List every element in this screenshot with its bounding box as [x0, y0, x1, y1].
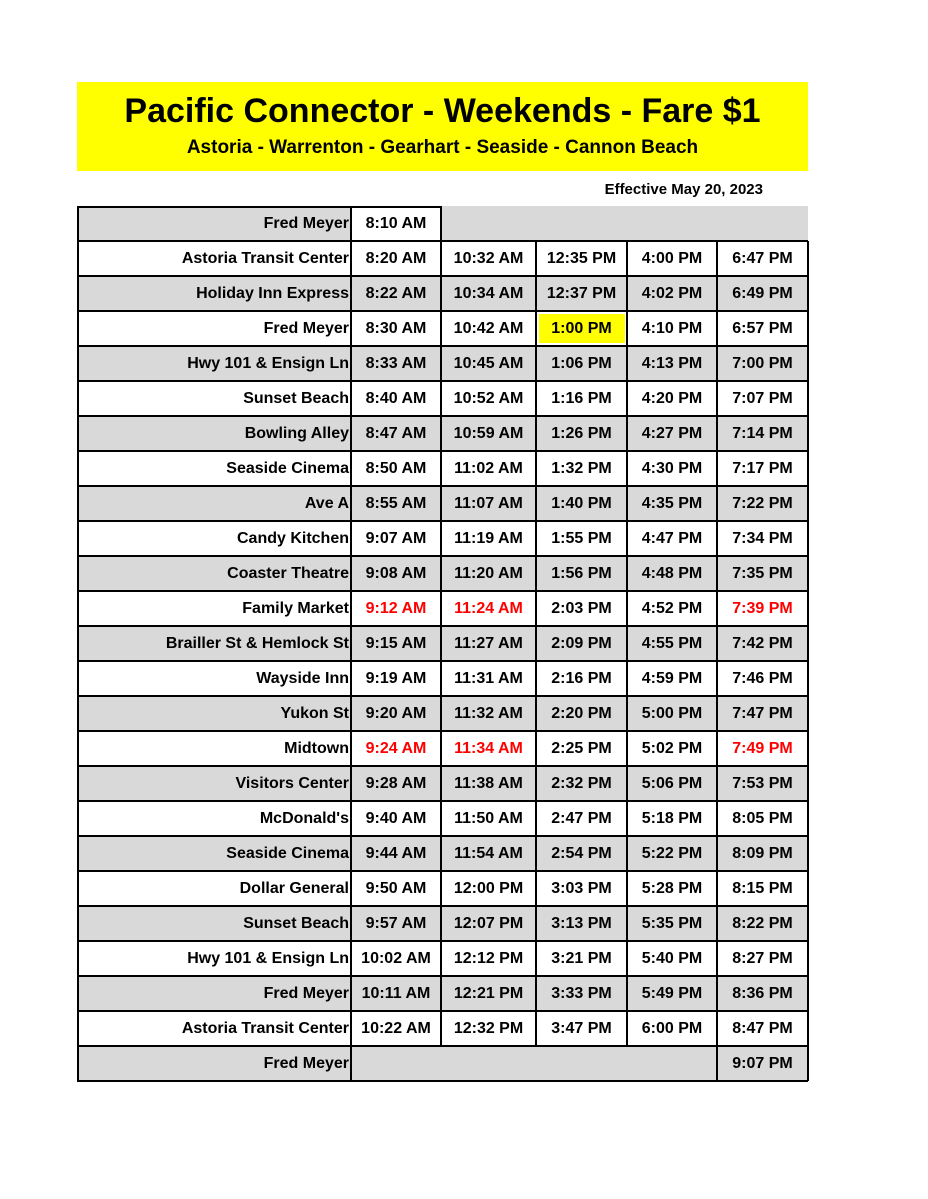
departure-time: 9:28 AM	[365, 775, 427, 792]
departure-time: 3:47 PM	[551, 1020, 612, 1037]
grid-line	[77, 1080, 808, 1082]
departure-time: 5:06 PM	[641, 775, 703, 792]
table-row	[77, 346, 808, 381]
departure-time: 3:03 PM	[551, 880, 612, 897]
departure-time: 9:19 AM	[365, 670, 427, 687]
departure-time: 4:47 PM	[641, 530, 703, 547]
grid-line	[77, 590, 808, 592]
departure-time: 11:31 AM	[454, 670, 523, 687]
departure-time: 4:35 PM	[641, 495, 703, 512]
table-row	[77, 1046, 808, 1081]
departure-time: 11:50 AM	[454, 810, 523, 827]
departure-time: 8:27 PM	[732, 950, 793, 967]
departure-time: 10:22 AM	[361, 1020, 431, 1037]
departure-time: 1:32 PM	[551, 460, 612, 477]
stop-name: Sunset Beach	[243, 390, 349, 407]
grid-line	[77, 940, 808, 942]
departure-time: 7:42 PM	[732, 635, 793, 652]
grid-line	[716, 1046, 718, 1081]
departure-time: 8:36 PM	[732, 985, 793, 1002]
grid-line	[77, 520, 808, 522]
departure-time: 8:22 AM	[365, 285, 427, 302]
departure-time: 9:08 AM	[365, 565, 427, 582]
departure-time: 9:12 AM	[365, 600, 427, 617]
departure-time: 11:32 AM	[454, 705, 523, 722]
table-row	[77, 311, 808, 346]
table-row	[77, 976, 808, 1011]
grid-line	[626, 241, 628, 1046]
departure-time: 8:47 PM	[732, 1020, 793, 1037]
departure-time: 1:40 PM	[551, 495, 612, 512]
departure-time: 9:40 AM	[365, 810, 427, 827]
departure-time: 10:34 AM	[453, 285, 524, 302]
departure-time: 7:22 PM	[732, 495, 793, 512]
departure-time: 11:38 AM	[454, 775, 523, 792]
departure-time: 12:00 PM	[453, 880, 524, 897]
departure-time: 5:02 PM	[641, 740, 703, 757]
stop-name: Seaside Cinema	[226, 845, 349, 862]
departure-time: 6:49 PM	[732, 285, 793, 302]
departure-time: 1:26 PM	[551, 425, 612, 442]
table-row	[77, 416, 808, 451]
departure-time: 5:18 PM	[641, 810, 703, 827]
departure-time: 10:02 AM	[361, 950, 431, 967]
departure-time: 9:24 AM	[365, 740, 427, 757]
departure-time: 9:20 AM	[365, 705, 427, 722]
departure-time: 2:32 PM	[551, 775, 612, 792]
grid-line	[716, 241, 718, 1046]
departure-time: 1:56 PM	[551, 565, 612, 582]
departure-time: 8:33 AM	[365, 355, 427, 372]
stop-name: Hwy 101 & Ensign Ln	[187, 950, 349, 967]
departure-time: 1:16 PM	[551, 390, 612, 407]
schedule-table	[77, 206, 808, 1080]
grid-line	[77, 310, 808, 312]
departure-time: 8:40 AM	[365, 390, 427, 407]
table-row	[77, 486, 808, 521]
departure-time: 1:06 PM	[551, 355, 612, 372]
departure-time: 4:02 PM	[641, 285, 703, 302]
departure-time: 7:47 PM	[732, 705, 793, 722]
grid-line	[77, 380, 808, 382]
table-row	[77, 731, 808, 766]
grid-line	[350, 206, 352, 1081]
table-row	[77, 941, 808, 976]
departure-time: 7:39 PM	[732, 600, 793, 617]
stop-name: Brailler St & Hemlock St	[165, 635, 349, 652]
departure-time: 11:34 AM	[454, 740, 523, 757]
departure-time: 12:07 PM	[453, 915, 524, 932]
departure-time: 7:46 PM	[732, 670, 793, 687]
table-row	[77, 696, 808, 731]
grid-line	[77, 765, 808, 767]
departure-time: 11:27 AM	[454, 635, 523, 652]
departure-time: 2:20 PM	[551, 705, 612, 722]
table-row	[77, 521, 808, 556]
departure-time: 10:42 AM	[453, 320, 524, 337]
grid-line	[77, 1045, 808, 1047]
grid-line	[440, 206, 442, 1046]
table-row	[77, 206, 808, 241]
table-row	[77, 836, 808, 871]
stop-name: Fred Meyer	[263, 215, 349, 232]
departure-time: 8:10 AM	[365, 215, 427, 232]
departure-time: 7:14 PM	[732, 425, 793, 442]
page-title: Pacific Connector - Weekends - Fare $1	[124, 92, 761, 130]
route-subtitle: Astoria - Warrenton - Gearhart - Seaside - Cannon Beach	[186, 137, 699, 158]
departure-time: 5:22 PM	[641, 845, 703, 862]
departure-time: 12:12 PM	[453, 950, 524, 967]
departure-time: 2:16 PM	[551, 670, 612, 687]
departure-time: 8:55 AM	[365, 495, 427, 512]
departure-time: 4:30 PM	[641, 460, 703, 477]
grid-line	[77, 695, 808, 697]
stop-name: Bowling Alley	[244, 425, 349, 442]
departure-time: 8:15 PM	[732, 880, 793, 897]
departure-time: 8:20 AM	[365, 250, 427, 267]
departure-time: 11:20 AM	[454, 565, 523, 582]
table-row	[77, 626, 808, 661]
stop-name: Midtown	[284, 740, 349, 757]
stop-name: Visitors Center	[235, 775, 349, 792]
stop-name: Coaster Theatre	[227, 565, 349, 582]
departure-time: 4:59 PM	[641, 670, 703, 687]
table-row	[77, 766, 808, 801]
departure-time: 6:57 PM	[732, 320, 793, 337]
stop-name: Astoria Transit Center	[181, 250, 349, 267]
departure-time: 8:47 AM	[365, 425, 427, 442]
stop-name: Fred Meyer	[263, 320, 349, 337]
table-row	[77, 661, 808, 696]
stop-name: Holiday Inn Express	[196, 285, 349, 302]
departure-time: 4:48 PM	[641, 565, 703, 582]
departure-time: 5:40 PM	[641, 950, 703, 967]
stop-name: Fred Meyer	[263, 1055, 349, 1072]
departure-time: 4:10 PM	[641, 320, 703, 337]
grid-line	[77, 206, 79, 1081]
departure-time: 8:09 PM	[732, 845, 793, 862]
departure-time: 10:59 AM	[453, 425, 524, 442]
departure-time: 10:45 AM	[453, 355, 524, 372]
table-row	[77, 906, 808, 941]
departure-time: 4:55 PM	[641, 635, 703, 652]
grid-line	[77, 485, 808, 487]
stop-name: Seaside Cinema	[226, 460, 349, 477]
departure-time: 7:53 PM	[732, 775, 793, 792]
departure-time: 7:49 PM	[732, 740, 793, 757]
grid-line	[77, 625, 808, 627]
departure-time: 2:25 PM	[551, 740, 612, 757]
table-row	[77, 381, 808, 416]
departure-time: 9:07 AM	[365, 530, 427, 547]
grid-line	[77, 240, 808, 242]
stop-name: Family Market	[242, 600, 349, 617]
departure-time: 11:07 AM	[454, 495, 523, 512]
departure-time: 11:24 AM	[454, 600, 523, 617]
grid-line	[77, 905, 808, 907]
grid-line	[77, 800, 808, 802]
grid-line	[77, 975, 808, 977]
departure-time: 11:19 AM	[454, 530, 523, 547]
stop-name: Wayside Inn	[256, 670, 349, 687]
departure-time: 10:32 AM	[453, 250, 524, 267]
departure-time: 7:35 PM	[732, 565, 793, 582]
stop-name: Candy Kitchen	[236, 530, 349, 547]
departure-time: 8:50 AM	[365, 460, 427, 477]
grid-line	[77, 345, 808, 347]
departure-time: 4:13 PM	[641, 355, 703, 372]
highlighted-time: 1:00 PM	[539, 314, 625, 343]
departure-time: 12:32 PM	[453, 1020, 524, 1037]
departure-time: 7:17 PM	[732, 460, 793, 477]
departure-time: 10:52 AM	[453, 390, 524, 407]
departure-time: 10:11 AM	[361, 985, 431, 1002]
departure-time: 12:37 PM	[546, 285, 617, 302]
departure-time: 5:35 PM	[641, 915, 703, 932]
departure-time: 3:21 PM	[551, 950, 612, 967]
departure-time: 12:35 PM	[546, 250, 617, 267]
departure-time: 11:02 AM	[454, 460, 523, 477]
grid-line	[77, 555, 808, 557]
departure-time: 8:22 PM	[732, 915, 793, 932]
table-row	[77, 801, 808, 836]
departure-time: 12:21 PM	[453, 985, 524, 1002]
departure-time: 8:05 PM	[732, 810, 793, 827]
departure-time: 4:52 PM	[641, 600, 703, 617]
grid-line	[77, 275, 808, 277]
grid-line	[77, 870, 808, 872]
departure-time: 5:49 PM	[641, 985, 703, 1002]
table-row	[77, 241, 808, 276]
header-banner	[77, 82, 808, 171]
grid-line	[77, 730, 808, 732]
departure-time: 9:44 AM	[365, 845, 427, 862]
departure-time: 9:15 AM	[365, 635, 427, 652]
departure-time: 11:54 AM	[454, 845, 523, 862]
departure-time: 7:34 PM	[732, 530, 793, 547]
table-row	[77, 871, 808, 906]
stop-name: Fred Meyer	[263, 985, 349, 1002]
departure-time: 3:13 PM	[551, 915, 612, 932]
departure-time: 9:50 AM	[365, 880, 427, 897]
departure-time: 3:33 PM	[551, 985, 612, 1002]
departure-time: 9:07 PM	[732, 1055, 793, 1072]
departure-time: 6:47 PM	[732, 250, 793, 267]
grid-line	[77, 206, 442, 208]
grid-line	[77, 450, 808, 452]
table-row	[77, 451, 808, 486]
stop-name: Dollar General	[239, 880, 349, 897]
grid-line	[77, 660, 808, 662]
departure-time: 5:00 PM	[641, 705, 703, 722]
departure-time: 8:30 AM	[365, 320, 427, 337]
departure-time: 2:54 PM	[551, 845, 612, 862]
departure-time: 6:00 PM	[641, 1020, 703, 1037]
departure-time: 2:03 PM	[551, 600, 612, 617]
grid-line	[535, 241, 537, 1046]
table-row	[77, 1011, 808, 1046]
departure-time: 7:07 PM	[732, 390, 793, 407]
stop-name: Sunset Beach	[243, 915, 349, 932]
grid-line	[77, 1010, 808, 1012]
grid-line	[807, 241, 809, 1081]
table-row	[77, 591, 808, 626]
stop-name: Yukon St	[280, 705, 349, 722]
table-row	[77, 276, 808, 311]
departure-time: 5:28 PM	[641, 880, 703, 897]
departure-time: 9:57 AM	[365, 915, 427, 932]
effective-date: Effective May 20, 2023	[604, 181, 763, 198]
stop-name: Hwy 101 & Ensign Ln	[187, 355, 349, 372]
grid-line	[77, 415, 808, 417]
stop-name: Astoria Transit Center	[181, 1020, 349, 1037]
stop-name: Ave A	[304, 495, 349, 512]
departure-time: 4:27 PM	[641, 425, 703, 442]
departure-time: 2:47 PM	[551, 810, 612, 827]
departure-time: 7:00 PM	[732, 355, 793, 372]
departure-time: 4:00 PM	[641, 250, 703, 267]
grid-line	[77, 835, 808, 837]
stop-name: McDonald's	[259, 810, 349, 827]
departure-time	[536, 311, 627, 346]
departure-time: 1:55 PM	[551, 530, 612, 547]
departure-time: 4:20 PM	[641, 390, 703, 407]
table-row	[77, 556, 808, 591]
departure-time: 2:09 PM	[551, 635, 612, 652]
